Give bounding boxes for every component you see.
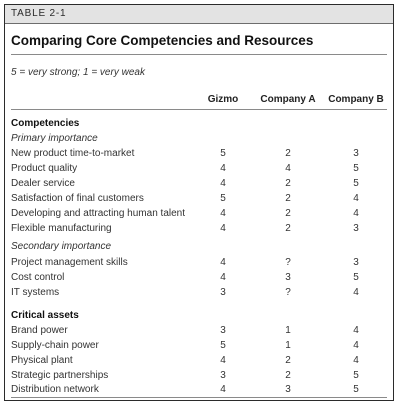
- company-b-value: 4: [353, 340, 359, 351]
- gizmo-value: 5: [220, 148, 226, 159]
- table-row: [5, 193, 393, 207]
- table-title: Comparing Core Competencies and Resources: [11, 33, 314, 48]
- company-a-value: ?: [285, 257, 291, 268]
- table-row: [5, 163, 393, 177]
- gizmo-value: 4: [220, 272, 226, 283]
- table-row: [5, 340, 393, 354]
- row-name: New product time-to-market: [11, 148, 135, 159]
- row-name: Product quality: [11, 163, 78, 174]
- company-a-value: 1: [285, 340, 291, 351]
- row-name: Strategic partnerships: [11, 370, 109, 381]
- column-header-company-b: Company B: [328, 94, 384, 105]
- company-a-value: 2: [285, 208, 291, 219]
- company-a-value: 1: [285, 325, 291, 336]
- row-name: Physical plant: [11, 355, 73, 366]
- row-name: Project management skills: [11, 257, 128, 268]
- column-header-gizmo: Gizmo: [207, 94, 239, 105]
- table-row: [5, 148, 393, 162]
- table-row: [5, 325, 393, 339]
- table-row: [5, 384, 393, 398]
- row-name: Brand power: [11, 325, 68, 336]
- company-b-value: 4: [353, 287, 359, 298]
- gizmo-value: 4: [220, 208, 226, 219]
- competencies-heading: Competencies: [11, 118, 80, 129]
- gizmo-value: 4: [220, 178, 226, 189]
- gizmo-value: 3: [220, 325, 226, 336]
- company-b-value: 3: [353, 148, 359, 159]
- gizmo-value: 3: [220, 370, 226, 381]
- table-row: [5, 355, 393, 369]
- row-name: IT systems: [11, 287, 60, 298]
- company-b-value: 4: [353, 355, 359, 366]
- row-name: Satisfaction of final customers: [11, 193, 144, 204]
- table-row: [5, 178, 393, 192]
- gizmo-value: 4: [220, 257, 226, 268]
- company-a-value: 3: [285, 384, 291, 395]
- table-row: [5, 370, 393, 384]
- gizmo-value: 5: [220, 193, 226, 204]
- secondary-importance-label: Secondary importance: [11, 241, 112, 252]
- company-a-value: 2: [285, 370, 291, 381]
- company-a-value: 4: [285, 163, 291, 174]
- gizmo-value: 4: [220, 384, 226, 395]
- primary-importance-label: Primary importance: [11, 133, 98, 144]
- gizmo-value: 5: [220, 340, 226, 351]
- column-header-company-a: Company A: [260, 94, 316, 105]
- row-name: Cost control: [11, 272, 65, 283]
- table-label-bar: [5, 5, 393, 24]
- gizmo-value: 4: [220, 163, 226, 174]
- company-b-value: 3: [353, 223, 359, 234]
- company-b-value: 4: [353, 208, 359, 219]
- company-b-value: 5: [353, 384, 359, 395]
- gizmo-value: 4: [220, 355, 226, 366]
- company-b-value: 5: [353, 370, 359, 381]
- row-name: Supply-chain power: [11, 340, 99, 351]
- scale-note: 5 = very strong; 1 = very weak: [11, 67, 145, 78]
- title-rule: [11, 54, 387, 55]
- company-b-value: 4: [353, 325, 359, 336]
- company-a-value: 2: [285, 355, 291, 366]
- company-a-value: 2: [285, 178, 291, 189]
- bottom-rule: [11, 397, 387, 398]
- company-a-value: ?: [285, 287, 291, 298]
- company-b-value: 3: [353, 257, 359, 268]
- company-b-value: 4: [353, 193, 359, 204]
- company-a-value: 2: [285, 223, 291, 234]
- row-name: Flexible manufacturing: [11, 223, 112, 234]
- company-a-value: 2: [285, 148, 291, 159]
- table-row: [5, 223, 393, 237]
- header-rule: [11, 109, 387, 110]
- company-b-value: 5: [353, 163, 359, 174]
- gizmo-value: 3: [220, 287, 226, 298]
- company-b-value: 5: [353, 178, 359, 189]
- company-a-value: 2: [285, 193, 291, 204]
- table-row: [5, 272, 393, 286]
- row-name: Dealer service: [11, 178, 75, 189]
- table-frame: [4, 4, 394, 401]
- row-name: Distribution network: [11, 384, 99, 395]
- row-name: Developing and attracting human talent: [11, 208, 186, 219]
- company-b-value: 5: [353, 272, 359, 283]
- critical-assets-heading: Critical assets: [11, 310, 79, 321]
- table-row: [5, 208, 393, 222]
- table-row: [5, 257, 393, 271]
- table-row: [5, 287, 393, 301]
- table-label: TABLE 2-1: [11, 8, 67, 19]
- company-a-value: 3: [285, 272, 291, 283]
- gizmo-value: 4: [220, 223, 226, 234]
